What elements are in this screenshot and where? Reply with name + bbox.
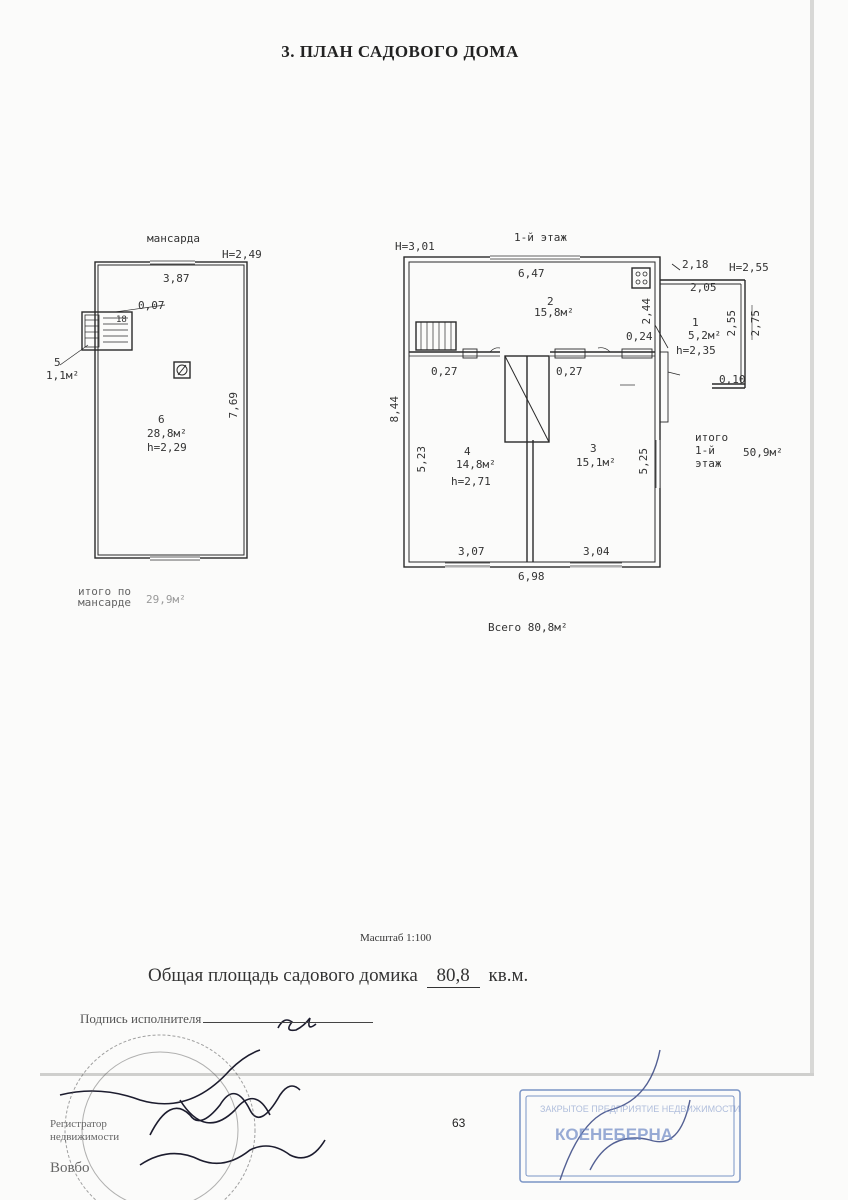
staircase-first-floor — [416, 322, 456, 350]
room5-area: 1,1м² — [46, 369, 80, 382]
attic-total-label-1: итого по — [78, 585, 131, 598]
total-area-label: Общая площадь садового домика — [148, 965, 418, 986]
dim-307: 3,07 — [458, 545, 485, 558]
attic-dim-side: 7,69 — [227, 392, 240, 419]
signature-blank — [203, 1022, 373, 1023]
attic-total-label-2: мансарде — [78, 596, 131, 609]
attic-height: H=2,49 — [222, 248, 262, 261]
room1-area: 5,2м² — [688, 329, 722, 342]
stamp-line-3: Вовбо — [50, 1160, 90, 1176]
dim-left: 8,44 — [388, 396, 401, 423]
first-floor-height: H=3,01 — [395, 240, 435, 253]
dim-porch-outer-side: 2,75 — [749, 310, 762, 337]
signature-line — [80, 1011, 373, 1027]
total-area-value: 80,8 — [427, 965, 480, 988]
page-title: 3. ПЛАН САДОВОГО ДОМА — [281, 42, 519, 61]
first-floor-heading: 1-й этаж — [514, 231, 567, 244]
room4-area: 14,8м² — [456, 458, 496, 471]
room1-height: h=2,35 — [676, 344, 716, 357]
first-floor-inner-wall — [409, 262, 655, 562]
dim-wall-244: 2,44 — [640, 298, 653, 325]
stamp-line-2: недвижимости — [50, 1131, 120, 1143]
porch-height: H=2,55 — [729, 261, 769, 274]
blue-stamp — [520, 1050, 740, 1182]
first-floor-total-label-1: итого — [695, 431, 729, 444]
attic-stair-value: 18 — [116, 315, 127, 325]
dim-525: 5,25 — [637, 448, 650, 475]
stamp-line-1: Регистратор — [50, 1118, 107, 1130]
dim-304: 3,04 — [583, 545, 610, 558]
room2-number: 2 — [547, 295, 554, 308]
signature-label: Подпись исполнителя — [80, 1011, 202, 1026]
scale-label: Масштаб 1:100 — [360, 932, 432, 944]
room3-area: 15,1м² — [576, 456, 616, 469]
attic-dim-top: 3,87 — [163, 272, 190, 285]
dim-027-left: 0,27 — [431, 365, 458, 378]
blue-stamp-mark: ЗАКРЫТОЕ ПРЕДПРИЯТИЕ НЕДВИЖИМОСТИ — [540, 1104, 741, 1114]
attic-heading: мансарда — [147, 232, 200, 245]
dim-024: 0,24 — [626, 330, 653, 343]
first-floor-total-value: 50,9м² — [743, 446, 783, 459]
dim-027-right: 0,27 — [556, 365, 583, 378]
dim-porch-inner: 2,05 — [690, 281, 717, 294]
attic-dim-offset: 0,07 — [138, 299, 165, 312]
dim-top: 6,47 — [518, 267, 545, 280]
room6-area: 28,8м² — [147, 427, 187, 440]
total-area-line — [148, 965, 528, 988]
attic-outer-wall — [95, 262, 247, 558]
room4-number: 4 — [464, 445, 471, 458]
stove-symbol — [632, 268, 650, 288]
dim-bottom: 6,98 — [518, 570, 545, 583]
dim-porch-top: 2,18 — [682, 258, 709, 271]
dim-porch-inner-side: 2,55 — [725, 310, 738, 337]
room1-number: 1 — [692, 316, 699, 329]
dim-523: 5,23 — [415, 446, 428, 473]
dim-porch-bottom: 0,10 — [719, 373, 746, 386]
first-floor-total-label-2: 1-й — [695, 444, 715, 457]
total-area-unit: кв.м. — [488, 965, 529, 986]
attic-total-value: 29,9м² — [146, 593, 186, 606]
room5-number: 5 — [54, 356, 61, 369]
first-floor-outer-wall — [404, 257, 660, 567]
room2-area: 15,8м² — [534, 306, 574, 319]
room6-number: 6 — [158, 413, 165, 426]
first-floor-total-label-3: этаж — [695, 457, 722, 470]
page-number: 63 — [452, 1116, 466, 1130]
blue-stamp-mark: КОЕНЕБЕРНА — [555, 1125, 674, 1144]
grand-total: Всего 80,8м² — [488, 621, 568, 634]
attic-inner-wall — [98, 265, 244, 555]
room6-height: h=2,29 — [147, 441, 187, 454]
room4-height: h=2,71 — [451, 475, 491, 488]
room3-number: 3 — [590, 442, 597, 455]
